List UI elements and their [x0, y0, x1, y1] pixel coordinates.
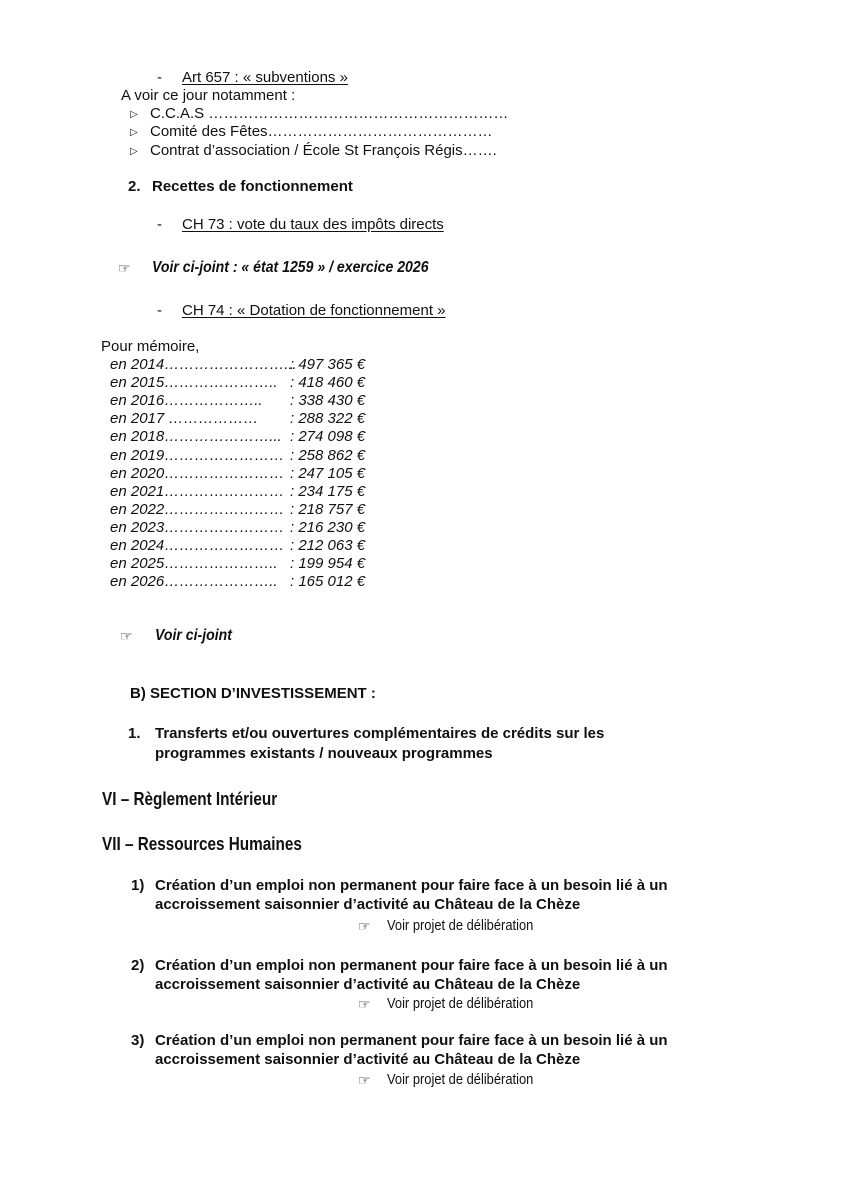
dotation-amount: : 247 105 € [290, 464, 366, 482]
dotation-year: en 2014……………………... [110, 356, 297, 373]
pointing-hand-icon: ☞ [358, 918, 371, 934]
rh-item-number: 3) [131, 1032, 145, 1049]
dotation-year: en 2020…………………… [110, 464, 285, 482]
dotation-year: en 2016……………….. [110, 392, 263, 410]
art-657-heading: Art 657 : « subventions » [182, 69, 348, 86]
dotation-amount: : 212 063 € [290, 537, 366, 554]
dash: - [157, 69, 162, 86]
dotation-year: en 2019…………………… [110, 446, 285, 464]
dotation-amount: : 258 862 € [290, 446, 366, 464]
dotation-year: en 2017 ……………… [110, 410, 259, 428]
dotation-amount: : 234 175 € [290, 482, 366, 500]
subventions-intro: A voir ce jour notamment : [121, 87, 296, 104]
investissement-item-line1: Transferts et/ou ouvertures complémentaires de crédits sur les [155, 725, 605, 742]
list-item: C.C.A.S …………………………………………………… [150, 105, 509, 122]
rh-item-line2: accroissement saisonnier d’activité au Château de la Chèze [155, 896, 581, 913]
dotation-amount: : 216 230 € [290, 518, 366, 536]
bullet-icon: ▷ [130, 109, 138, 120]
pointing-hand-icon: ☞ [120, 628, 133, 644]
dotation-year: en 2025………………….. [110, 555, 278, 573]
dotation-amount: : 274 098 € [290, 428, 366, 446]
rh-item-line2: accroissement saisonnier d’activité au Château de la Chèze [155, 976, 581, 993]
dotation-amount: : 288 322 € [290, 410, 366, 428]
dotation-year: en 2026………………….. [110, 573, 278, 591]
dotation-amount: : 497 365 € [290, 356, 366, 373]
dash: - [157, 302, 162, 319]
dotation-year: en 2015………………….. [110, 374, 278, 392]
rh-item-line1: Création d’un emploi non permanent pour faire face à un besoin lié à un [155, 957, 668, 974]
recettes-title: Recettes de fonctionnement [152, 178, 353, 195]
dotation-amount: : 338 430 € [290, 392, 366, 410]
investissement-title: B) SECTION D’INVESTISSEMENT : [130, 685, 376, 702]
section-vii-title: VII – Ressources Humaines [102, 834, 302, 854]
dotation-amount: : 218 757 € [290, 500, 366, 518]
list-item: Contrat d’association / École St François Régis……. [150, 142, 497, 159]
rh-item-number: 1) [131, 877, 145, 894]
investissement-item-line2: programmes existants / nouveaux programmes [155, 745, 493, 762]
dotation-year: en 2024…………………… [110, 537, 285, 554]
bullet-icon: ▷ [130, 127, 138, 138]
pointing-hand-icon: ☞ [358, 996, 371, 1012]
dash: - [157, 216, 162, 233]
ch73-heading: CH 73 : vote du taux des impôts directs [182, 216, 444, 233]
pointing-hand-icon: ☞ [358, 1072, 371, 1088]
see-draft-deliberation: Voir projet de délibération [387, 995, 534, 1012]
list-item: Comité des Fêtes……………………………………… [150, 123, 493, 140]
rh-item-number: 2) [131, 957, 145, 974]
bullet-icon: ▷ [130, 146, 138, 157]
investissement-item-number: 1. [128, 725, 141, 742]
dotation-amount: : 165 012 € [290, 573, 366, 591]
recettes-number: 2. [128, 178, 141, 195]
rh-item-line1: Création d’un emploi non permanent pour faire face à un besoin lié à un [155, 877, 668, 894]
rh-item-line1: Création d’un emploi non permanent pour faire face à un besoin lié à un [155, 1032, 668, 1049]
dotation-year: en 2022…………………… [110, 500, 285, 518]
dotation-year: en 2018…………………... [110, 428, 282, 446]
dotation-amount: : 418 460 € [290, 374, 366, 392]
dotation-year: en 2021…………………… [110, 482, 285, 500]
see-attached: Voir ci-joint [155, 627, 232, 644]
dotation-year: en 2023…………………… [110, 518, 285, 536]
ch74-heading: CH 74 : « Dotation de fonctionnement » [182, 302, 446, 319]
rh-item-line2: accroissement saisonnier d’activité au Château de la Chèze [155, 1051, 581, 1068]
memo-label: Pour mémoire, [101, 338, 200, 355]
pointing-hand-icon: ☞ [118, 260, 131, 276]
section-vi-title: VI – Règlement Intérieur [102, 789, 278, 809]
see-etat-1259: Voir ci-joint : « état 1259 » / exercice 2026 [152, 259, 429, 276]
see-draft-deliberation: Voir projet de délibération [387, 917, 534, 934]
dotation-amount: : 199 954 € [290, 555, 366, 573]
see-draft-deliberation: Voir projet de délibération [387, 1071, 534, 1088]
